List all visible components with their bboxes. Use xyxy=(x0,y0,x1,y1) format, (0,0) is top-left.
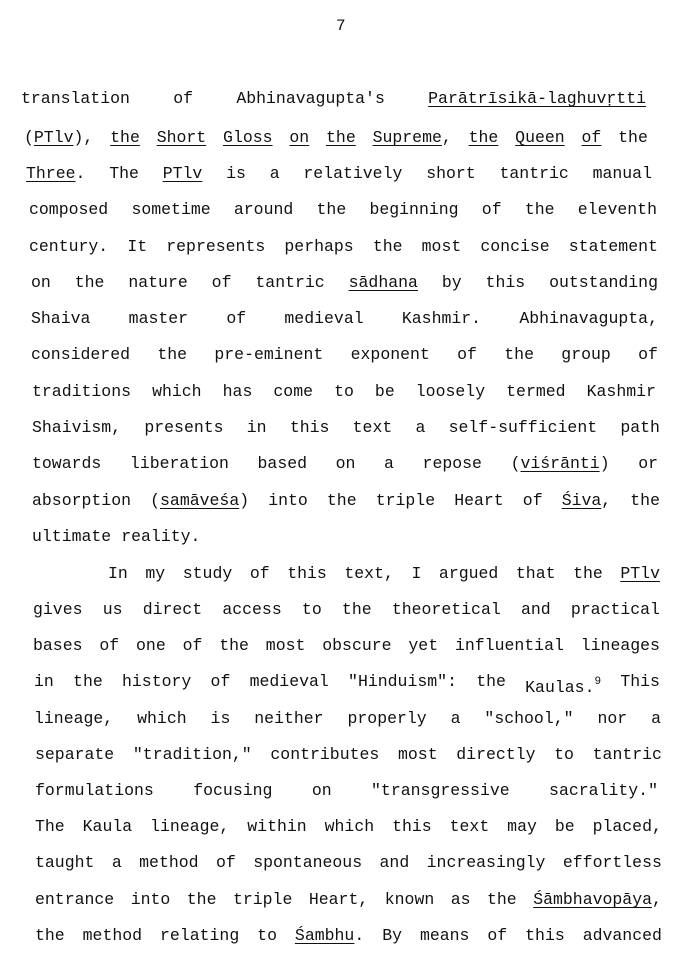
word: a xyxy=(269,164,280,183)
word: considered xyxy=(31,345,131,364)
word: focusing xyxy=(193,781,273,800)
text-line xyxy=(35,815,662,839)
word: master xyxy=(128,309,189,328)
word: Shaivism, xyxy=(32,418,122,437)
word: "tradition," xyxy=(132,745,252,764)
word: PTlv xyxy=(162,164,203,183)
word: direct xyxy=(142,600,203,619)
word: relatively xyxy=(303,164,403,183)
word: the xyxy=(618,128,648,147)
word: Heart, xyxy=(308,890,369,909)
word: Gloss xyxy=(223,128,273,147)
word: of xyxy=(249,564,270,583)
word: translation xyxy=(21,89,130,108)
page-number: 7 xyxy=(335,17,347,35)
word: argued xyxy=(438,564,499,583)
word: short xyxy=(426,164,476,183)
word: the xyxy=(372,237,403,256)
word: self-sufficient xyxy=(448,418,598,437)
word: increasingly xyxy=(426,853,546,872)
word: the xyxy=(504,345,534,364)
word: of xyxy=(226,309,247,328)
text-line xyxy=(26,162,652,186)
text-line xyxy=(32,380,656,404)
word: Parātrīsikā-laghuvṛtti xyxy=(428,89,646,108)
text-line xyxy=(35,779,658,803)
word: influential xyxy=(454,636,564,655)
word: This xyxy=(620,672,660,691)
word: century. xyxy=(29,237,109,256)
word: on xyxy=(289,128,310,147)
word: outstanding xyxy=(549,273,658,292)
word: a xyxy=(450,709,461,728)
word: of xyxy=(99,636,120,655)
word: advanced xyxy=(582,926,662,945)
word: path xyxy=(620,418,660,437)
word: a xyxy=(111,853,122,872)
word: the xyxy=(524,200,555,219)
word: Śambhu. xyxy=(294,926,365,945)
word: repose xyxy=(422,454,482,473)
word: that xyxy=(515,564,556,583)
word: known xyxy=(384,890,435,909)
word: the xyxy=(573,564,603,583)
text-line xyxy=(32,525,200,549)
word: beginning xyxy=(369,200,459,219)
word: contributes xyxy=(270,745,380,764)
word: manual xyxy=(592,164,652,183)
word: on xyxy=(335,454,356,473)
text-line xyxy=(29,198,657,222)
word: the xyxy=(316,200,347,219)
word: be xyxy=(374,382,395,401)
word: means xyxy=(419,926,470,945)
word: Supreme, xyxy=(372,128,452,147)
word: loosely xyxy=(415,382,486,401)
word: a xyxy=(415,418,426,437)
word: In xyxy=(108,564,128,583)
word: sādhana xyxy=(348,273,418,292)
word: and xyxy=(379,853,410,872)
word: the xyxy=(468,128,499,147)
word: practical xyxy=(570,600,660,619)
text-line xyxy=(24,126,648,150)
word: of xyxy=(173,89,194,108)
word: perhaps xyxy=(284,237,354,256)
word: absorption xyxy=(32,491,132,510)
word: Abhinavagupta, xyxy=(519,309,658,328)
word: concise xyxy=(480,237,550,256)
word: and xyxy=(520,600,551,619)
word: the xyxy=(630,491,660,510)
word: effortless xyxy=(562,853,662,872)
word: Heart xyxy=(454,491,504,510)
word: eleventh xyxy=(577,200,657,219)
word: Three. xyxy=(26,164,86,183)
word: my xyxy=(145,564,166,583)
word: us xyxy=(102,600,123,619)
word: on xyxy=(31,273,51,292)
word: Kashmir xyxy=(586,382,656,401)
word: directly xyxy=(456,745,536,764)
word: the xyxy=(110,128,140,147)
word: the xyxy=(157,345,188,364)
word: neither xyxy=(254,709,324,728)
word: pre-eminent xyxy=(214,345,324,364)
word: entrance xyxy=(35,890,115,909)
word: be xyxy=(554,817,575,836)
word: on xyxy=(311,781,332,800)
word: or xyxy=(638,454,658,473)
word: in xyxy=(246,418,267,437)
word: yet xyxy=(408,636,439,655)
word: The xyxy=(109,164,139,183)
word: "transgressive xyxy=(371,781,510,800)
word: Śāmbhavopāya, xyxy=(533,890,662,909)
word: medieval xyxy=(284,309,364,328)
word: of xyxy=(487,926,508,945)
word: tantric xyxy=(255,273,325,292)
word: of xyxy=(457,345,477,364)
word: this xyxy=(392,817,432,836)
word: composed xyxy=(29,200,109,219)
word: represents xyxy=(166,237,266,256)
text-line xyxy=(33,598,660,622)
word: most xyxy=(265,636,306,655)
word: spontaneous xyxy=(253,853,363,872)
word: method xyxy=(82,926,143,945)
word: Kaulas.$^9$ xyxy=(525,676,602,697)
word: properly xyxy=(347,709,427,728)
word: to xyxy=(334,382,354,401)
word: this xyxy=(525,926,565,945)
word: in xyxy=(34,672,54,691)
text-line xyxy=(35,743,662,767)
word: taught xyxy=(35,853,95,872)
word: reality. xyxy=(121,527,201,546)
word: method xyxy=(139,853,199,872)
word: sometime xyxy=(131,200,211,219)
word: gives xyxy=(33,600,83,619)
word: Queen xyxy=(515,128,565,147)
word: the xyxy=(74,273,105,292)
word: "Hinduism": xyxy=(348,672,457,691)
word: history xyxy=(122,672,192,691)
word: PTlv xyxy=(620,564,660,583)
word: Short xyxy=(156,128,207,147)
word: which xyxy=(152,382,202,401)
word: within xyxy=(247,817,307,836)
text-line xyxy=(29,235,658,259)
word: (viśrānti) xyxy=(510,454,610,473)
text-line xyxy=(34,670,660,697)
word: the xyxy=(326,128,356,147)
word: theoretical xyxy=(391,600,501,619)
word: relating xyxy=(160,926,240,945)
word: lineages xyxy=(580,636,660,655)
word: It xyxy=(127,237,148,256)
text-line xyxy=(31,307,658,331)
word: around xyxy=(233,200,294,219)
word: may xyxy=(507,817,537,836)
word: to xyxy=(554,745,574,764)
word: tantric xyxy=(592,745,662,764)
word: placed, xyxy=(592,817,662,836)
word: lineage, xyxy=(34,709,114,728)
word: by xyxy=(441,273,462,292)
word: Śiva, xyxy=(561,491,612,510)
word: the xyxy=(186,890,217,909)
word: Shaiva xyxy=(31,309,91,328)
word: termed xyxy=(506,382,566,401)
word: the xyxy=(341,600,372,619)
word: obscure xyxy=(322,636,392,655)
word: based xyxy=(257,454,308,473)
text-line xyxy=(21,87,646,111)
word: (samāveśa) xyxy=(150,491,250,510)
word: presents xyxy=(144,418,224,437)
text-line xyxy=(34,707,661,731)
word: study xyxy=(182,564,233,583)
word: The xyxy=(35,817,65,836)
word: tantric xyxy=(499,164,569,183)
text-line xyxy=(108,562,660,586)
word: access xyxy=(222,600,282,619)
word: traditions xyxy=(32,382,132,401)
word: the xyxy=(476,672,506,691)
word: is xyxy=(210,709,231,728)
word: liberation xyxy=(129,454,229,473)
word: come xyxy=(273,382,314,401)
word: the xyxy=(487,890,517,909)
word: triple xyxy=(375,491,436,510)
word: this xyxy=(485,273,526,292)
word: into xyxy=(268,491,308,510)
word: one xyxy=(136,636,166,655)
text-line xyxy=(32,416,660,440)
word: of xyxy=(522,491,543,510)
word: nor xyxy=(597,709,628,728)
word: the xyxy=(326,491,357,510)
word: which xyxy=(324,817,375,836)
word: Kashmir. xyxy=(401,309,482,328)
word: I xyxy=(411,564,422,583)
word: group xyxy=(561,345,611,364)
word: a xyxy=(651,709,661,728)
word: sacrality." xyxy=(549,781,658,800)
word: this xyxy=(287,564,327,583)
text-line xyxy=(35,888,662,912)
word: text xyxy=(352,418,393,437)
word: ultimate xyxy=(32,527,112,546)
word: the xyxy=(73,672,103,691)
word: nature xyxy=(128,273,188,292)
word: Abhinavagupta's xyxy=(236,89,385,108)
text-line xyxy=(35,851,662,875)
word: text, xyxy=(344,564,394,583)
text-line xyxy=(32,489,660,513)
word: separate xyxy=(35,745,115,764)
word: of xyxy=(481,200,502,219)
word: By xyxy=(382,926,402,945)
word: the xyxy=(35,926,65,945)
word: of xyxy=(210,672,231,691)
word: triple xyxy=(232,890,293,909)
word: bases xyxy=(33,636,83,655)
word: exponent xyxy=(350,345,430,364)
word: this xyxy=(289,418,330,437)
word: the xyxy=(219,636,249,655)
word: statement xyxy=(568,237,658,256)
text-line xyxy=(31,271,658,295)
word: (PTlv), xyxy=(24,128,94,147)
word: of xyxy=(581,128,602,147)
word: Kaula xyxy=(82,817,133,836)
word: most xyxy=(421,237,462,256)
word: to xyxy=(301,600,322,619)
word: to xyxy=(257,926,277,945)
word: of xyxy=(215,853,236,872)
word: is xyxy=(226,164,246,183)
word: formulations xyxy=(35,781,154,800)
word: into xyxy=(130,890,171,909)
word: lineage, xyxy=(150,817,230,836)
word: most xyxy=(397,745,438,764)
word: of xyxy=(182,636,203,655)
word: text xyxy=(449,817,490,836)
word: has xyxy=(222,382,253,401)
word: medieval xyxy=(249,672,329,691)
text-line xyxy=(33,634,660,658)
word: of xyxy=(638,345,658,364)
word: as xyxy=(450,890,471,909)
text-line xyxy=(31,343,658,367)
word: towards xyxy=(32,454,102,473)
word: "school," xyxy=(484,709,574,728)
word: which xyxy=(137,709,187,728)
text-line xyxy=(32,452,658,476)
text-line xyxy=(35,924,662,948)
word: of xyxy=(211,273,232,292)
word: a xyxy=(384,454,394,473)
